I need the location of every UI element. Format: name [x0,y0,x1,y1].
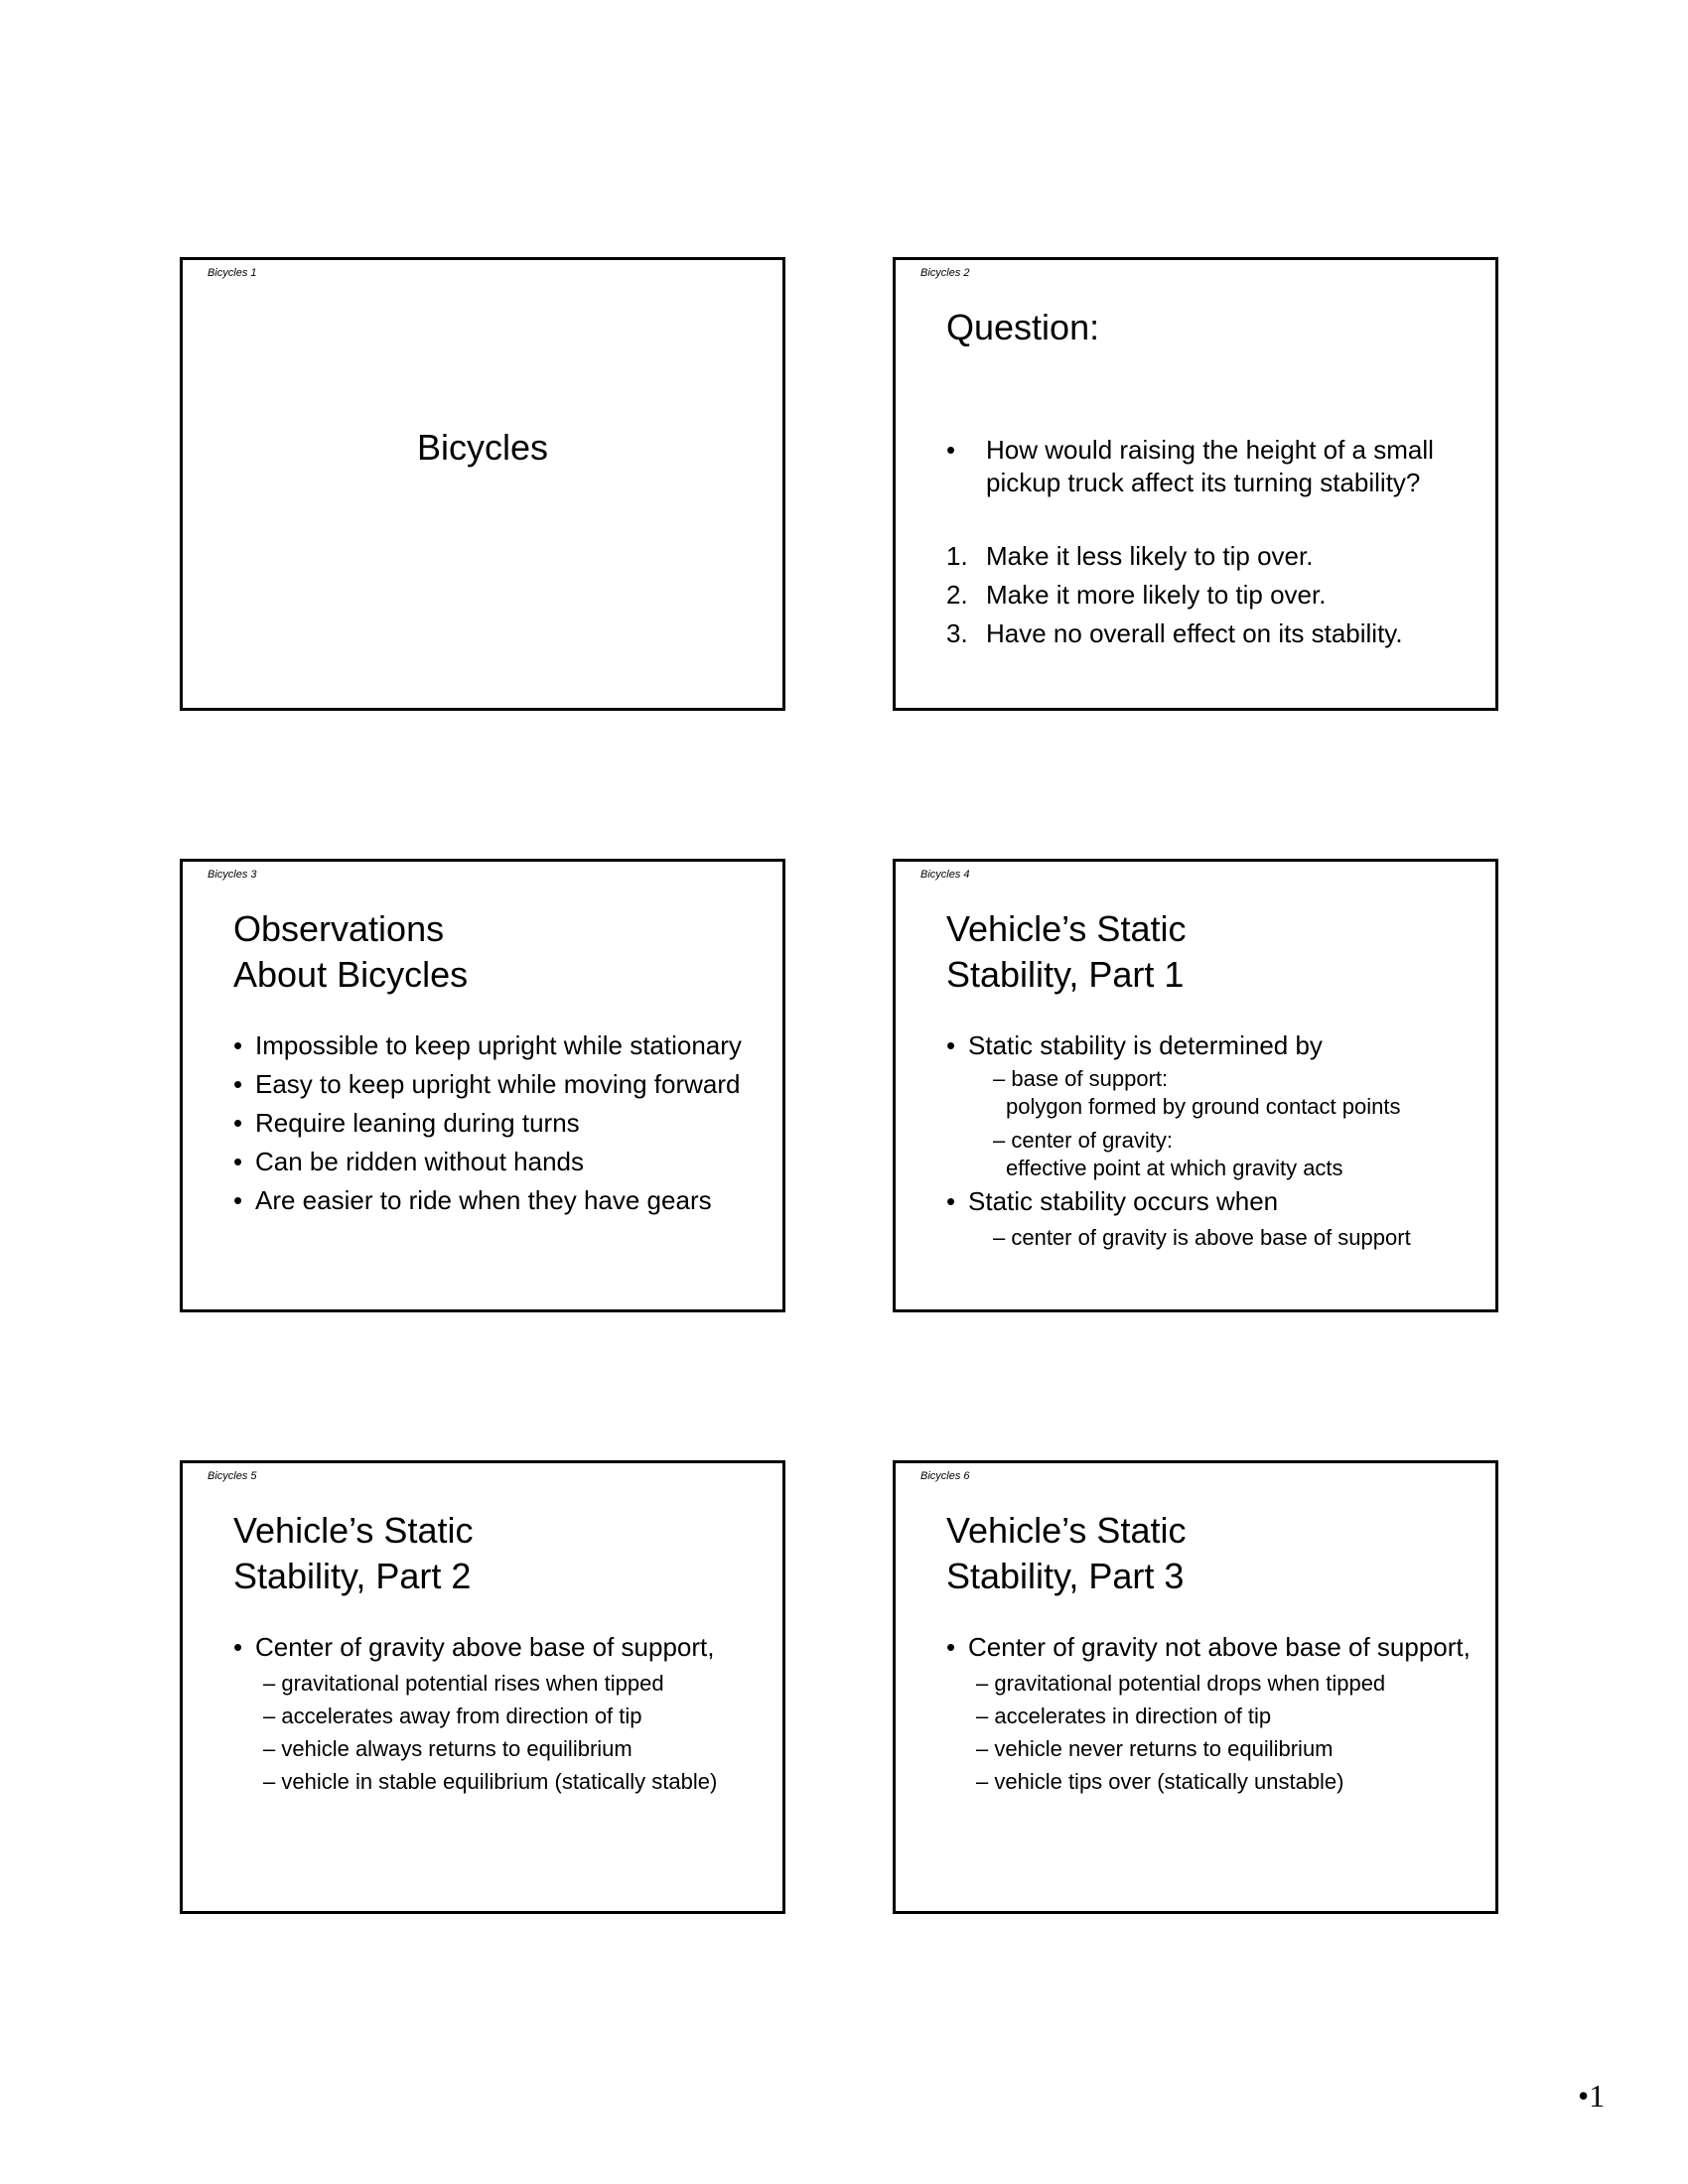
slide-title: Question: [946,307,1100,347]
slide-number: Bicycles 1 [208,267,257,279]
bullet-list [233,1628,774,1798]
slide-2 [893,257,1498,711]
slide-number: Bicycles 5 [208,1470,257,1482]
list-item: • Static stability is determined by [946,1030,1323,1060]
answer-option: 1. Make it less likely to tip over. [946,541,1314,571]
list-item: • Center of gravity above base of support, [233,1632,715,1662]
slide-title: Bicycles [416,427,549,468]
sub-item: – vehicle never returns to equilibrium [976,1736,1334,1761]
slide-4 [893,859,1498,1312]
sub-item: – vehicle always returns to equilibrium [263,1736,633,1761]
question-body [946,434,1487,499]
slide-title: Vehicle’s Static Stability, Part 3 [946,1510,1187,1596]
bullet-marker: • [946,435,956,465]
answer-option: 3. Have no overall effect on its stability. [946,618,1403,648]
list-item: • Easy to keep upright while moving forward [233,1069,741,1099]
slide-1 [180,257,785,711]
list-item: • Require leaning during turns [233,1108,580,1138]
slide-6 [893,1460,1498,1914]
list-item: • Can be ridden without hands [233,1147,585,1176]
sub-item: – accelerates away from direction of tip [263,1704,642,1728]
slide-number: Bicycles 3 [208,869,257,881]
list-item: • Impossible to keep upright while stationary [233,1030,742,1060]
sub-item: – base of support: polygon formed by ground contact points [993,1066,1401,1119]
sub-item: – gravitational potential rises when tipped [263,1671,664,1696]
slide-number: Bicycles 4 [920,869,970,881]
slide-5 [180,1460,785,1914]
slide-title: Observations About Bicycles [233,908,469,995]
bullet-list [233,1026,774,1220]
slide-3 [180,859,785,1312]
sub-item: – accelerates in direction of tip [976,1704,1272,1728]
slide-title: Vehicle’s Static Stability, Part 1 [946,908,1187,995]
answer-options [946,537,1487,653]
slide-title: Vehicle’s Static Stability, Part 2 [233,1510,474,1596]
bullet-list [946,1026,1487,1254]
sub-item: – center of gravity is above base of support [993,1225,1411,1250]
list-item: • Center of gravity not above base of support, [946,1632,1471,1662]
question-bullet [946,434,1487,499]
sub-item: – vehicle in stable equilibrium (statically stable) [263,1769,718,1794]
answer-option: 2. Make it more likely to tip over. [946,580,1327,610]
question-text: How would raising the height of a small pickup truck affect its turning stability? [986,435,1434,497]
list-item: • Are easier to ride when they have gears [233,1185,712,1215]
sub-item: – center of gravity: effective point at which gravity acts [993,1128,1343,1180]
page-number: •1 [1578,2078,1606,2114]
bullet-list [946,1628,1487,1798]
slide-number: Bicycles 6 [920,1470,970,1482]
list-item: • Static stability occurs when [946,1186,1279,1216]
sub-item: – vehicle tips over (statically unstable) [976,1769,1344,1794]
sub-item: – gravitational potential drops when tipped [976,1671,1386,1696]
slide-number: Bicycles 2 [920,267,970,279]
